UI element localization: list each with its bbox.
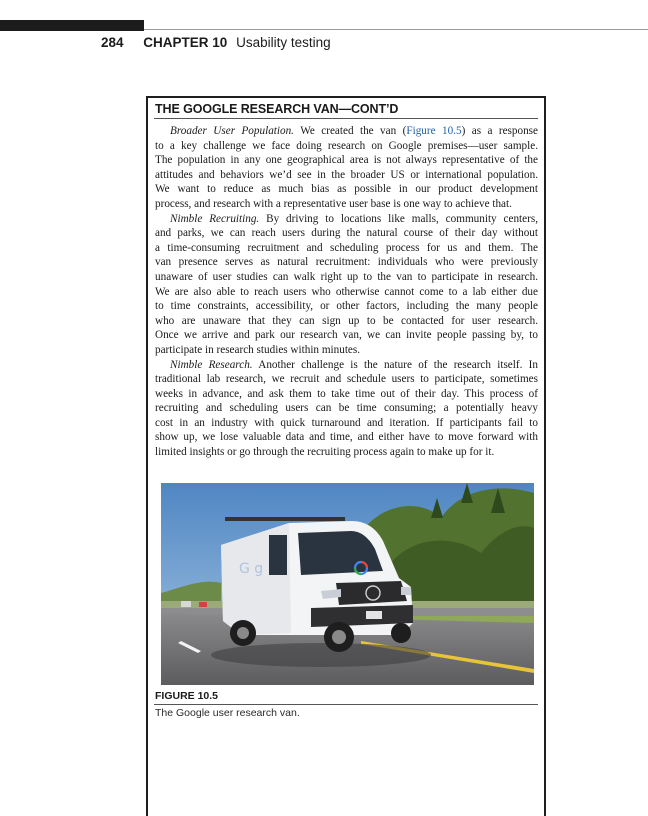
body-line <box>155 153 538 168</box>
body-text-run: We are also able to reach users who otherwise cannot come to a lab either due <box>155 285 538 298</box>
body-text-run: participate in research studies within minutes. <box>155 343 361 356</box>
body-text-run: to a key challenge we face doing research on Google premises—user sample. <box>155 139 538 152</box>
figure-rule <box>154 704 538 705</box>
chapter-label: CHAPTER 10 <box>143 35 228 50</box>
body-line <box>155 358 538 373</box>
run-in-heading: Broader User Population. <box>170 125 294 137</box>
figure-link[interactable]: Figure 10.5 <box>406 125 462 137</box>
body-line <box>155 124 538 139</box>
body-line <box>155 168 538 183</box>
body-text-run: to time constraints, accessibility, or other factors, including the many people <box>155 300 538 313</box>
header-rule <box>144 29 648 30</box>
body-text-run: Once we arrive and park our research van, we can invite people passing by, to <box>155 329 538 342</box>
sidebar-box <box>146 96 546 816</box>
body-line <box>155 430 538 445</box>
body-line <box>155 197 538 212</box>
body-text-run: process, and research with a representative user base is one way to achieve that. <box>155 197 512 210</box>
run-in-heading: Nimble Recruiting. <box>170 212 260 225</box>
body-text-run: Another challenge is the nature of the research itself. In <box>252 358 538 371</box>
body-line <box>155 445 538 460</box>
body-text-run: recruiting and scheduling users can be time consuming; a potentially heavy <box>155 402 538 415</box>
body-line <box>155 285 538 300</box>
body-text-run: We created the van ( <box>293 125 407 137</box>
run-in-heading: Nimble Research. <box>170 358 253 371</box>
body-text-run: a time-consuming recruitment and scheduling process for us and them. The <box>155 241 538 254</box>
figure-label: FIGURE 10.5 <box>155 690 219 702</box>
chapter-title: Usability testing <box>236 35 331 50</box>
body-line <box>155 328 538 343</box>
body-text-run: traditional lab research, we recruit and schedule users to participate, sometimes <box>155 373 538 386</box>
figure-10-5-image <box>161 483 534 685</box>
body-line <box>155 139 538 154</box>
body-text-run: cost in an industry with quick turnaround and iteration. If participants fail to <box>155 416 538 429</box>
body-line <box>155 270 538 285</box>
body-text-run: We want to reduce as much bias as possible in our product development <box>155 183 538 196</box>
header-bar <box>0 20 144 31</box>
body-text-run: limited insights or go through the recruiting process again to make up for it. <box>155 446 495 459</box>
body-text-run: By driving to locations like malls, community centers, <box>259 212 538 225</box>
body-text-run: The population in any one geographical area is not always representative of the <box>155 154 538 167</box>
body-text-run: weeks in advance, and ask them to take time out of their day. This process of <box>155 387 538 400</box>
body-text-run: and parks, we can reach users during the natural course of their day without <box>155 227 538 240</box>
body-line <box>155 212 538 227</box>
body-text-run: attitudes and behaviors we’d see in the broader US or international population. <box>155 168 538 181</box>
svg-text:G g: G g <box>239 561 264 577</box>
body-line <box>155 372 538 387</box>
page-number: 284 <box>101 35 124 50</box>
running-head <box>101 35 331 50</box>
body-text-run: who are unaware that they can sign up to be contacted for user research. <box>155 314 538 327</box>
body-line <box>155 314 538 329</box>
body-line <box>155 343 538 358</box>
figure-caption: The Google user research van. <box>155 707 300 719</box>
sidebar-title: THE GOOGLE RESEARCH VAN—CONT’D <box>155 102 399 116</box>
body-line <box>155 226 538 241</box>
body-line <box>155 401 538 416</box>
body-line <box>155 182 538 197</box>
body-text-run: van presence serves as natural recruitment: individuals who were previously <box>155 256 538 269</box>
van-photo <box>161 483 534 685</box>
body-text-run: ) as a response <box>461 125 538 137</box>
body-line <box>155 299 538 314</box>
body-line <box>155 387 538 402</box>
body-line <box>155 255 538 270</box>
body-line <box>155 416 538 431</box>
body-text-run: show up, we lose valuable data and time, and either have to move forward with <box>155 431 538 444</box>
body-line <box>155 241 538 256</box>
sidebar-title-rule <box>154 118 538 119</box>
sidebar-body <box>155 124 538 460</box>
body-text-run: unaware of user studies can walk right up to the van to participate in research. <box>155 270 538 283</box>
